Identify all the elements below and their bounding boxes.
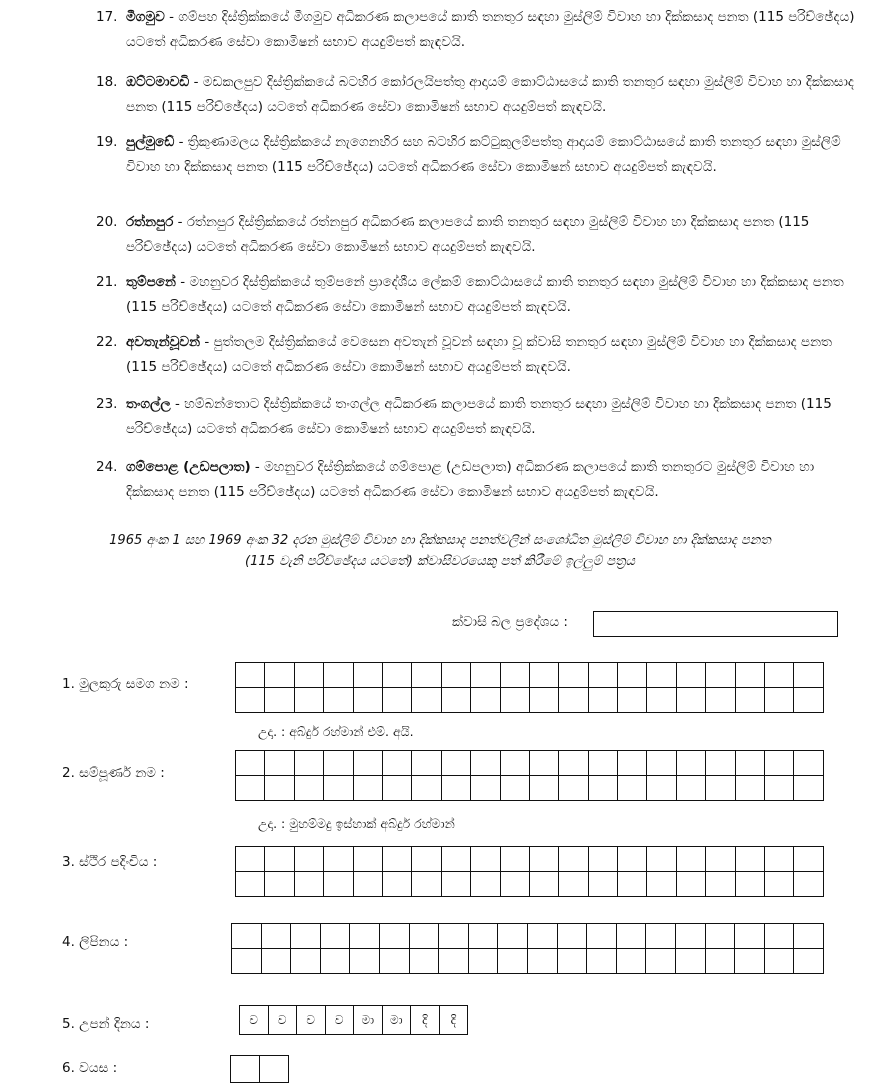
input-cell[interactable] — [232, 924, 262, 949]
input-cell[interactable] — [764, 949, 794, 974]
notice-item-number: 18. — [96, 74, 118, 90]
input-cell[interactable] — [559, 872, 588, 897]
input-cell[interactable] — [588, 872, 617, 897]
input-cell[interactable] — [618, 751, 647, 776]
input-cell[interactable] — [765, 776, 794, 801]
input-cell[interactable] — [260, 1056, 289, 1083]
input-cell[interactable] — [324, 688, 353, 713]
permanent-residence-label: 3. ස්ථිර පදිංචිය : — [62, 854, 158, 870]
input-cell[interactable] — [559, 663, 588, 688]
notice-item-text — [126, 130, 856, 180]
notice-item-number: 17. — [96, 9, 118, 25]
input-cell[interactable] — [587, 924, 617, 949]
input-cell[interactable] — [735, 663, 764, 688]
input-cell[interactable] — [647, 872, 676, 897]
input-cell[interactable] — [529, 751, 558, 776]
notice-item-number: 19. — [96, 134, 118, 150]
input-cell[interactable] — [588, 776, 617, 801]
date-of-birth-grid[interactable] — [239, 1005, 468, 1035]
input-cell[interactable] — [412, 872, 441, 897]
input-cell[interactable] — [379, 949, 409, 974]
input-cell[interactable] — [320, 949, 350, 974]
notice-item-text — [126, 70, 856, 120]
notice-item-body: - පුත්තලම දිස්ත්‍රික්කයේ වෙසෙන අවතැන් වූවන් සඳහා වූ ක්වාසි තනතුර සඳහා මුස්ලිම් විවාහ හා දික්කසාද පනත (115 පරිච්ඡේදය) යටතේ අධිකරණ සේවා කොමිෂන් සභාව අයදුම්පත් කැඳවයි. — [126, 334, 832, 375]
input-cell[interactable] — [294, 751, 323, 776]
input-cell[interactable] — [500, 688, 529, 713]
input-cell[interactable] — [265, 776, 294, 801]
input-cell[interactable] — [706, 751, 735, 776]
input-cell[interactable] — [559, 776, 588, 801]
input-cell[interactable] — [500, 847, 529, 872]
form-heading — [20, 530, 860, 572]
input-cell[interactable] — [588, 751, 617, 776]
input-cell[interactable] — [382, 872, 411, 897]
input-cell[interactable] — [559, 751, 588, 776]
input-cell[interactable] — [618, 663, 647, 688]
input-cell[interactable] — [765, 847, 794, 872]
input-cell[interactable] — [735, 776, 764, 801]
input-cell[interactable] — [232, 949, 262, 974]
input-cell[interactable] — [735, 949, 765, 974]
input-cell[interactable] — [500, 872, 529, 897]
input-cell[interactable] — [735, 924, 765, 949]
input-cell[interactable] — [261, 949, 291, 974]
input-cell[interactable] — [529, 847, 558, 872]
input-cell[interactable] — [557, 924, 587, 949]
input-cell[interactable] — [618, 688, 647, 713]
input-cell[interactable] — [382, 847, 411, 872]
input-cell[interactable] — [409, 924, 439, 949]
input-cell[interactable] — [353, 776, 382, 801]
notice-item-place: අවතැන්වූවන් — [126, 334, 201, 350]
notice-item-number: 21. — [96, 274, 118, 290]
input-cell[interactable] — [765, 751, 794, 776]
input-cell[interactable] — [588, 688, 617, 713]
input-cell[interactable] — [735, 751, 764, 776]
notice-item-body: - රත්නපුර දිස්ත්‍රික්කයේ රත්නපුර අධිකරණ කලාපයේ කාති තනතුර සඳහා මුස්ලිම් විවාහ හා දික්කසාද පනත (115 පරිච්ඡේදය) යටතේ අධිකරණ සේවා කොමිෂන් සභාව අයදුම්පත් කැඳවයි. — [126, 214, 810, 255]
notice-item-body: - හම්බන්තොට දිස්ත්‍රික්කයේ තංගල්ල අධිකරණ කලාපයේ කාති තනතුර සඳහා මුස්ලිම් විවාහ හා දික්කසාද පනත (115 පරිච්ඡේදය) යටතේ අධිකරණ සේවා කොමිෂන් සභාව අයදුම්පත් කැඳවයි. — [126, 396, 832, 437]
input-cell[interactable] — [471, 776, 500, 801]
input-cell[interactable] — [794, 751, 823, 776]
input-cell[interactable] — [676, 688, 705, 713]
notice-item-body: - ගම්පහ දිස්ත්‍රික්කයේ මීගමුව අධිකරණ කලාපයේ කාති තනතුර සඳහා මුස්ලිම් විවාහ හා දික්කසාද පනත (115 පරිච්ඡේදය) යටතේ අධිකරණ සේවා කොමිෂන් සභාව අයදුම්පත් කැඳවයි. — [126, 9, 855, 50]
input-cell[interactable] — [647, 776, 676, 801]
input-cell[interactable] — [706, 688, 735, 713]
input-cell[interactable] — [794, 688, 823, 713]
input-cell[interactable] — [231, 1056, 260, 1083]
notice-item-text — [126, 270, 856, 320]
date-placeholder-cell[interactable]: ව — [325, 1006, 354, 1035]
notice-item-place: ගම්පොළ (උඩපලාත) — [126, 459, 251, 475]
input-cell[interactable] — [706, 872, 735, 897]
full-name-example: උදා. : මුහම්මදු ඉස්හාක් අබ්දුර් රහ්මාන් — [258, 816, 455, 831]
input-cell[interactable] — [500, 663, 529, 688]
input-cell[interactable] — [382, 688, 411, 713]
input-cell[interactable] — [794, 847, 823, 872]
input-cell[interactable] — [794, 663, 823, 688]
input-cell[interactable] — [527, 949, 557, 974]
input-cell[interactable] — [706, 663, 735, 688]
input-cell[interactable] — [794, 872, 823, 897]
input-cell[interactable] — [529, 663, 558, 688]
notice-item-body: - මහනුවර දිස්ත්‍රික්කයේ ගම්පොළ (උඩපලාත) අධිකරණ කලාපයේ කාති තනතුරට මුස්ලිම් විවාහ හා දික්කසාද පනත (115 පරිච්ඡේදය) යටතේ අධිකරණ සේවා කොමිෂන් සභාව අයදුම්පත් කැඳවයි. — [126, 459, 815, 500]
input-cell[interactable] — [527, 924, 557, 949]
input-cell[interactable] — [441, 688, 470, 713]
notice-item-text — [126, 210, 856, 260]
input-cell[interactable] — [236, 688, 265, 713]
date-placeholder-cell[interactable]: මා — [382, 1006, 411, 1035]
input-cell[interactable] — [735, 872, 764, 897]
input-cell[interactable] — [705, 949, 735, 974]
input-cell[interactable] — [265, 688, 294, 713]
input-cell[interactable] — [765, 663, 794, 688]
date-placeholder-cell[interactable]: මා — [354, 1006, 383, 1035]
input-cell[interactable] — [382, 776, 411, 801]
input-cell[interactable] — [618, 776, 647, 801]
notice-item-number: 24. — [96, 459, 118, 475]
input-cell[interactable] — [587, 949, 617, 974]
input-cell[interactable] — [706, 847, 735, 872]
input-cell[interactable] — [764, 924, 794, 949]
form-heading-line1: 1965 අංක 1 සහ 1969 අංක 32 දරන මුස්ලිම් විවාහ හා දික්කසාද පනත්වලින් සංශෝධිත මුස්ලිම් විවාහ හා දික්කසාද පනත — [109, 533, 771, 548]
notice-item-place: තංගල්ල — [126, 396, 171, 412]
input-cell[interactable] — [294, 872, 323, 897]
input-cell[interactable] — [412, 688, 441, 713]
input-cell[interactable] — [412, 663, 441, 688]
full-name-grid[interactable] — [235, 750, 824, 801]
input-cell[interactable] — [498, 949, 528, 974]
input-cell[interactable] — [676, 872, 705, 897]
input-cell[interactable] — [291, 924, 321, 949]
input-cell[interactable] — [294, 847, 323, 872]
input-cell[interactable] — [471, 688, 500, 713]
input-cell[interactable] — [265, 751, 294, 776]
input-cell[interactable] — [676, 663, 705, 688]
input-cell[interactable] — [261, 924, 291, 949]
input-cell[interactable] — [324, 776, 353, 801]
input-cell[interactable] — [705, 924, 735, 949]
input-cell[interactable] — [471, 751, 500, 776]
input-cell[interactable] — [294, 776, 323, 801]
input-cell[interactable] — [588, 847, 617, 872]
input-cell[interactable] — [675, 949, 705, 974]
initials-name-grid[interactable] — [235, 662, 824, 713]
input-cell[interactable] — [291, 949, 321, 974]
input-cell[interactable] — [471, 663, 500, 688]
input-cell[interactable] — [676, 776, 705, 801]
input-cell[interactable] — [236, 751, 265, 776]
input-cell[interactable] — [412, 751, 441, 776]
age-grid[interactable] — [230, 1055, 289, 1083]
input-cell[interactable] — [324, 751, 353, 776]
date-of-birth-label: 5. උපන් දිනය : — [62, 1016, 150, 1032]
input-cell[interactable] — [794, 924, 824, 949]
input-cell[interactable] — [559, 688, 588, 713]
date-placeholder-cell[interactable]: ව — [240, 1006, 269, 1035]
quazi-area-input[interactable] — [593, 611, 838, 637]
initials-name-example: උදා. : අබ්දුර් රහ්මාන් එම්. අයි. — [258, 724, 414, 739]
input-cell[interactable] — [794, 949, 824, 974]
input-cell[interactable] — [265, 872, 294, 897]
input-cell[interactable] — [675, 924, 705, 949]
input-cell[interactable] — [353, 688, 382, 713]
input-cell[interactable] — [324, 847, 353, 872]
input-cell[interactable] — [647, 751, 676, 776]
input-cell[interactable] — [353, 872, 382, 897]
notice-item-number: 22. — [96, 334, 118, 350]
input-cell[interactable] — [468, 924, 498, 949]
input-cell[interactable] — [265, 663, 294, 688]
input-cell[interactable] — [409, 949, 439, 974]
input-cell[interactable] — [441, 751, 470, 776]
input-cell[interactable] — [471, 847, 500, 872]
input-cell[interactable] — [529, 872, 558, 897]
input-cell[interactable] — [350, 924, 380, 949]
input-cell[interactable] — [324, 663, 353, 688]
input-cell[interactable] — [618, 872, 647, 897]
notice-item-place: මීගමුව — [126, 9, 165, 25]
notice-item-body: - මහනුවර දිස්ත්‍රික්කයේ තුම්පනේ ප්‍රාදේශීය ලේකම් කොට්ඨාසයේ කාති තනතුර සඳහා මුස්ලිම් විවාහ හා දික්කසාද පනත (115 පරිච්ඡේදය) යටතේ අධිකරණ සේවා කොමිෂන් සභාව අයදුම්පත් කැඳවයි. — [126, 274, 844, 315]
notice-item-body: - මඩකලපුව දිස්ත්‍රික්කයේ බටහිර කෝරලයිපත්තු ආදායම් කොට්ඨාසයේ කාති තනතුර සඳහා මුස්ලිම් විවාහ හා දික්කසාද පනත (115 පරිච්ඡේදය) යටතේ අධිකරණ සේවා කොමිෂන් සභාව අයදුම්පත් කැඳවයි. — [126, 74, 854, 115]
input-cell[interactable] — [559, 847, 588, 872]
input-cell[interactable] — [676, 847, 705, 872]
input-cell[interactable] — [353, 751, 382, 776]
input-cell[interactable] — [588, 663, 617, 688]
input-cell[interactable] — [706, 776, 735, 801]
input-cell[interactable] — [379, 924, 409, 949]
full-name-label: 2. සම්පූර්ණ නම : — [62, 765, 165, 781]
notice-item-text — [126, 455, 856, 505]
input-cell[interactable] — [616, 924, 646, 949]
input-cell[interactable] — [412, 776, 441, 801]
input-cell[interactable] — [616, 949, 646, 974]
input-cell[interactable] — [439, 949, 469, 974]
input-cell[interactable] — [794, 776, 823, 801]
date-placeholder-cell[interactable]: දි — [439, 1006, 468, 1035]
input-cell[interactable] — [441, 776, 470, 801]
input-cell[interactable] — [618, 847, 647, 872]
age-label: 6. වයස : — [62, 1060, 118, 1076]
notice-item-place: තුම්පනේ — [126, 274, 176, 290]
input-cell[interactable] — [294, 663, 323, 688]
input-cell[interactable] — [441, 663, 470, 688]
input-cell[interactable] — [236, 847, 265, 872]
date-placeholder-cell[interactable]: ව — [268, 1006, 297, 1035]
quazi-area-label: ක්වාසි බල ප්‍රදේශය : — [452, 614, 568, 630]
input-cell[interactable] — [646, 924, 676, 949]
input-cell[interactable] — [468, 949, 498, 974]
input-cell[interactable] — [647, 663, 676, 688]
address-label: 4. ලිපිනය : — [62, 934, 129, 950]
notice-item-number: 20. — [96, 214, 118, 230]
input-cell[interactable] — [647, 688, 676, 713]
input-cell[interactable] — [765, 688, 794, 713]
permanent-residence-grid[interactable] — [235, 846, 824, 897]
input-cell[interactable] — [557, 949, 587, 974]
input-cell[interactable] — [320, 924, 350, 949]
notice-item-place: පුල්මුඩේ — [126, 134, 175, 150]
input-cell[interactable] — [294, 688, 323, 713]
input-cell[interactable] — [439, 924, 469, 949]
input-cell[interactable] — [646, 949, 676, 974]
input-cell[interactable] — [676, 751, 705, 776]
notice-item-text — [126, 5, 856, 55]
input-cell[interactable] — [441, 872, 470, 897]
date-placeholder-cell[interactable]: ව — [297, 1006, 326, 1035]
initials-name-label: 1. මුලකුරු සමග නම : — [62, 676, 189, 692]
input-cell[interactable] — [765, 872, 794, 897]
input-cell[interactable] — [382, 663, 411, 688]
input-cell[interactable] — [471, 872, 500, 897]
form-heading-line2: (115 වැනි පරිච්ඡේදය යටතේ) ක්වාසිවරයෙකු පත් කිරීමේ ඉල්ලුම් පත්‍රය — [245, 554, 635, 569]
notice-item-text — [126, 330, 856, 380]
notice-item-text — [126, 392, 856, 442]
notice-item-number: 23. — [96, 396, 118, 412]
date-placeholder-cell[interactable]: දි — [411, 1006, 440, 1035]
input-cell[interactable] — [382, 751, 411, 776]
input-cell[interactable] — [735, 847, 764, 872]
input-cell[interactable] — [412, 847, 441, 872]
input-cell[interactable] — [353, 847, 382, 872]
notice-item-body: - ත්‍රිකුණාමලය දිස්ත්‍රික්කයේ නැගෙනහිර සහ බටහිර කට්ටුකුලම්පත්තු ආදායම් කොට්ඨාසයේ කාති තනතුර සඳහා මුස්ලිම් විවාහ හා දික්කසාද පනත (115 පරිච්ඡේදය) යටතේ අධිකරණ සේවා කොමිෂන් සභාව අයදුම්පත් කැඳවයි. — [126, 134, 841, 175]
input-cell[interactable] — [647, 847, 676, 872]
input-cell[interactable] — [735, 688, 764, 713]
input-cell[interactable] — [441, 847, 470, 872]
input-cell[interactable] — [236, 776, 265, 801]
input-cell[interactable] — [529, 688, 558, 713]
input-cell[interactable] — [500, 751, 529, 776]
input-cell[interactable] — [236, 872, 265, 897]
notice-item-place: ඔට්ටමාවඩි — [126, 74, 190, 90]
notice-item-place: රත්නපුර — [126, 214, 174, 230]
input-cell[interactable] — [529, 776, 558, 801]
input-cell[interactable] — [236, 663, 265, 688]
address-grid[interactable] — [231, 923, 824, 974]
input-cell[interactable] — [353, 663, 382, 688]
input-cell[interactable] — [350, 949, 380, 974]
input-cell[interactable] — [265, 847, 294, 872]
input-cell[interactable] — [498, 924, 528, 949]
input-cell[interactable] — [324, 872, 353, 897]
input-cell[interactable] — [500, 776, 529, 801]
